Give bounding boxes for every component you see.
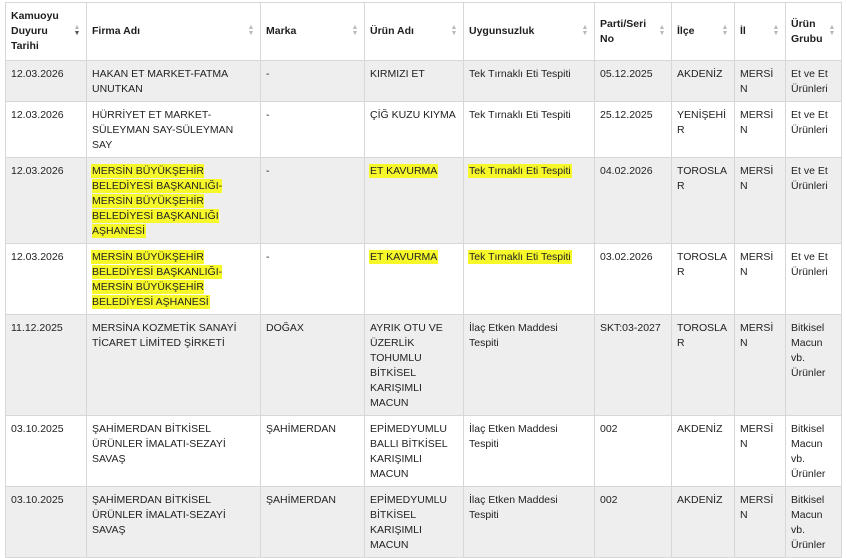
- cell-group: Et ve Et Ürünleri: [786, 61, 842, 102]
- table-row: [6, 487, 842, 558]
- highlighted-text: Tek Tırnaklı Eti Tespiti: [469, 165, 571, 177]
- highlighted-text: MERSİN BÜYÜKŞEHİR BELEDİYESİ BAŞKANLIĞI-MERSİN BÜYÜKŞEHİR BELEDİYESİ AŞHANESİ: [92, 251, 223, 308]
- column-header-batch[interactable]: [595, 3, 672, 61]
- cell-product: KIRMIZI ET: [365, 61, 464, 102]
- highlighted-text: Tek Tırnaklı Eti Tespiti: [469, 251, 571, 263]
- cell-group: Et ve Et Ürünleri: [786, 102, 842, 158]
- sort-arrows-icon[interactable]: ▲ ▼: [450, 23, 458, 37]
- table-row-highlighted: [6, 158, 842, 244]
- cell-date: 12.03.2026: [6, 244, 87, 315]
- cell-group: Bitkisel Macun vb. Ürünler: [786, 315, 842, 416]
- cell-firm: ŞAHİMERDAN BİTKİSEL ÜRÜNLER İMALATI-SEZAYİ SAVAŞ: [87, 487, 261, 558]
- cell-district: YENİŞEHİR: [672, 102, 735, 158]
- cell-district: AKDENİZ: [672, 416, 735, 487]
- column-header-city[interactable]: [735, 3, 786, 61]
- sort-arrows-icon[interactable]: ▲ ▼: [73, 23, 81, 37]
- cell-date: 11.12.2025: [6, 315, 87, 416]
- cell-group: Bitkisel Macun vb. Ürünler: [786, 487, 842, 558]
- column-header-group[interactable]: [786, 3, 842, 61]
- sort-arrows-icon[interactable]: ▲ ▼: [721, 23, 729, 37]
- table-row: [6, 416, 842, 487]
- cell-batch: 05.12.2025: [595, 61, 672, 102]
- cell-district: TOROSLAR: [672, 158, 735, 244]
- cell-firm: [87, 244, 261, 315]
- cell-firm: ŞAHİMERDAN BİTKİSEL ÜRÜNLER İMALATI-SEZAYİ SAVAŞ: [87, 416, 261, 487]
- cell-brand: -: [261, 158, 365, 244]
- table-row-highlighted: [6, 244, 842, 315]
- cell-product: [365, 158, 464, 244]
- table-row: [6, 61, 842, 102]
- column-header-label: Parti/Seri No: [600, 17, 647, 45]
- column-header-product[interactable]: [365, 3, 464, 61]
- cell-product: EPİMEDYUMLU BALLI BİTKİSEL KARIŞIMLI MACUN: [365, 416, 464, 487]
- sort-arrows-icon[interactable]: ▲ ▼: [247, 23, 255, 37]
- cell-batch: 002: [595, 487, 672, 558]
- cell-firm: HAKAN ET MARKET-FATMA UNUTKAN: [87, 61, 261, 102]
- column-header-date[interactable]: [6, 3, 87, 61]
- cell-date: 03.10.2025: [6, 416, 87, 487]
- cell-city: MERSİN: [735, 416, 786, 487]
- cell-brand: -: [261, 61, 365, 102]
- cell-product: ÇİĞ KUZU KIYMA: [365, 102, 464, 158]
- cell-city: MERSİN: [735, 158, 786, 244]
- cell-issue: [464, 158, 595, 244]
- sort-arrows-icon[interactable]: ▲ ▼: [772, 23, 780, 37]
- cell-batch: 04.02.2026: [595, 158, 672, 244]
- cell-district: AKDENİZ: [672, 61, 735, 102]
- highlighted-text: MERSİN BÜYÜKŞEHİR BELEDİYESİ BAŞKANLIĞI-MERSİN BÜYÜKŞEHİR BELEDİYESİ BAŞKANLIĞI AŞHANESİ: [92, 165, 223, 237]
- cell-issue: Tek Tırnaklı Eti Tespiti: [464, 102, 595, 158]
- cell-issue: İlaç Etken Maddesi Tespiti: [464, 416, 595, 487]
- header-row: [6, 3, 842, 61]
- cell-product: AYRIK OTU VE ÜZERLİK TOHUMLU BİTKİSEL KARIŞIMLI MACUN: [365, 315, 464, 416]
- cell-group: Et ve Et Ürünleri: [786, 244, 842, 315]
- cell-brand: -: [261, 244, 365, 315]
- cell-brand: -: [261, 102, 365, 158]
- cell-city: MERSİN: [735, 244, 786, 315]
- sort-arrows-icon[interactable]: ▲ ▼: [828, 23, 836, 37]
- cell-date: 12.03.2026: [6, 61, 87, 102]
- cell-city: MERSİN: [735, 61, 786, 102]
- cell-brand: ŞAHİMERDAN: [261, 416, 365, 487]
- column-header-label: İlçe: [677, 25, 695, 37]
- column-header-label: İl: [740, 25, 746, 37]
- cell-city: MERSİN: [735, 102, 786, 158]
- column-header-label: Firma Adı: [92, 25, 141, 37]
- cell-issue: İlaç Etken Maddesi Tespiti: [464, 487, 595, 558]
- sort-arrows-icon[interactable]: ▲ ▼: [351, 23, 359, 37]
- cell-brand: ŞAHİMERDAN: [261, 487, 365, 558]
- cell-issue: Tek Tırnaklı Eti Tespiti: [464, 61, 595, 102]
- cell-date: 12.03.2026: [6, 102, 87, 158]
- cell-batch: 002: [595, 416, 672, 487]
- cell-city: MERSİN: [735, 315, 786, 416]
- column-header-issue[interactable]: [464, 3, 595, 61]
- column-header-label: Ürün Adı: [370, 25, 414, 37]
- highlighted-text: ET KAVURMA: [370, 165, 438, 177]
- column-header-brand[interactable]: [261, 3, 365, 61]
- column-header-label: Uygunsuzluk: [469, 25, 535, 37]
- cell-date: 12.03.2026: [6, 158, 87, 244]
- column-header-firm[interactable]: [87, 3, 261, 61]
- cell-firm: HÜRRİYET ET MARKET-SÜLEYMAN SAY-SÜLEYMAN SAY: [87, 102, 261, 158]
- highlighted-text: ET KAVURMA: [370, 251, 438, 263]
- cell-batch: SKT:03-2027: [595, 315, 672, 416]
- cell-district: TOROSLAR: [672, 315, 735, 416]
- cell-district: AKDENİZ: [672, 487, 735, 558]
- sort-arrows-icon[interactable]: ▲ ▼: [581, 23, 589, 37]
- column-header-district[interactable]: [672, 3, 735, 61]
- cell-batch: 25.12.2025: [595, 102, 672, 158]
- recall-table: [5, 2, 842, 558]
- column-header-label: Marka: [266, 25, 297, 37]
- sort-arrows-icon[interactable]: ▲ ▼: [658, 23, 666, 37]
- cell-batch: 03.02.2026: [595, 244, 672, 315]
- column-header-label: Kamuoyu Duyuru Tarihi: [11, 10, 59, 52]
- cell-district: TOROSLAR: [672, 244, 735, 315]
- cell-firm: [87, 158, 261, 244]
- cell-product: EPİMEDYUMLU BİTKİSEL KARIŞIMLI MACUN: [365, 487, 464, 558]
- cell-city: MERSİN: [735, 487, 786, 558]
- cell-product: [365, 244, 464, 315]
- cell-issue: İlaç Etken Maddesi Tespiti: [464, 315, 595, 416]
- cell-group: Et ve Et Ürünleri: [786, 158, 842, 244]
- table-row: [6, 102, 842, 158]
- cell-firm: MERSİNA KOZMETİK SANAYİ TİCARET LİMİTED ŞİRKETİ: [87, 315, 261, 416]
- column-header-label: Ürün Grubu: [791, 17, 823, 45]
- cell-issue: [464, 244, 595, 315]
- cell-date: 03.10.2025: [6, 487, 87, 558]
- cell-group: Bitkisel Macun vb. Ürünler: [786, 416, 842, 487]
- cell-brand: DOĞAX: [261, 315, 365, 416]
- table-row: [6, 315, 842, 416]
